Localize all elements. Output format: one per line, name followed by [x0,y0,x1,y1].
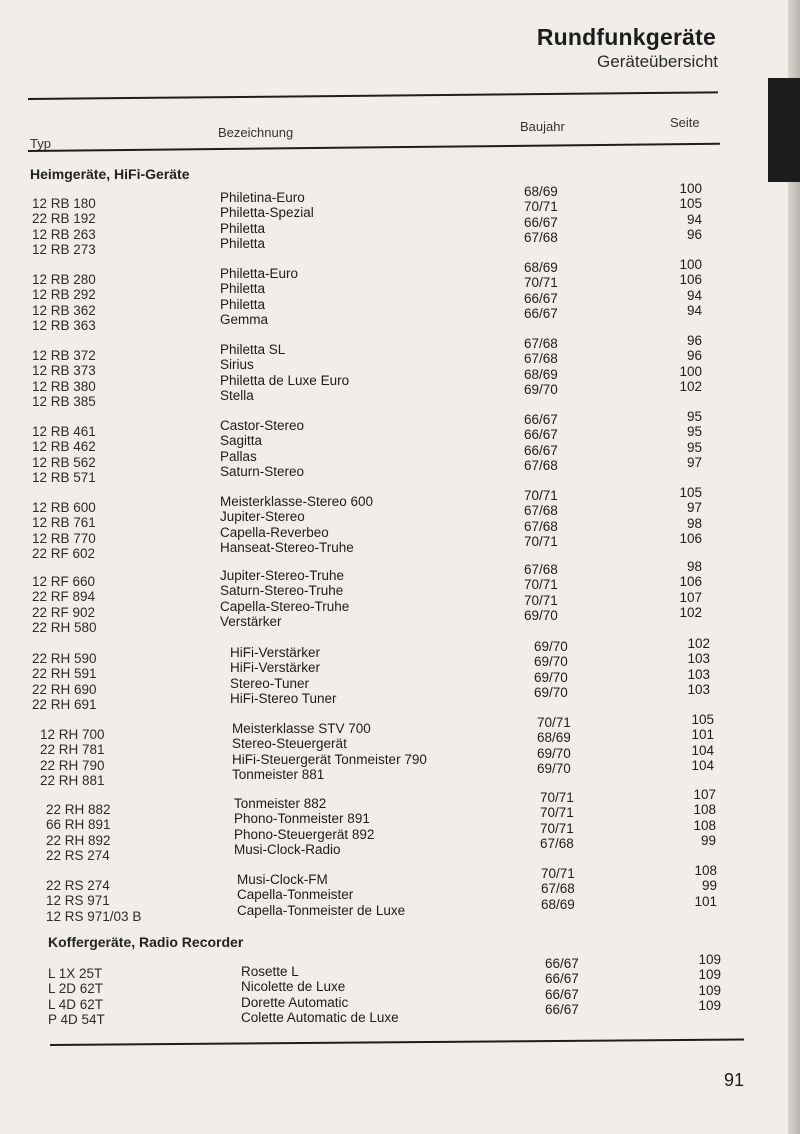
header-rule-top [28,91,718,100]
typ-column [32,272,96,333]
seite-cell: 105 [679,485,702,500]
baujahr-cell: 68/69 [524,184,558,199]
typ-cell: 12 RH 700 [40,727,105,742]
bezeichnung-cell: Jupiter-Stereo-Truhe [220,568,345,583]
bezeichnung-cell: Philetta [220,281,266,297]
bezeichnung-cell: Colette Automatic de Luxe [241,1009,399,1025]
baujahr-cell: 67/68 [524,518,558,534]
seite-cell: 94 [686,211,702,227]
seite-cell: 101 [691,727,714,743]
seite-cell: 105 [691,712,714,727]
bezeichnung-cell: Pallas [220,448,257,464]
baujahr-cell: 70/71 [524,275,558,291]
seite-column [636,559,702,620]
bezeichnung-cell: Hanseat-Stereo-Truhe [220,539,354,555]
bezeichnung-cell: Stella [220,387,254,403]
baujahr-cell: 70/71 [540,790,574,805]
seite-cell: 99 [700,832,716,848]
seite-cell: 94 [686,302,702,318]
bezeichnung-cell: Musi-Clock-FM [237,872,328,887]
baujahr-cell: 69/70 [534,639,568,654]
bezeichnung-cell: Nicolette de Luxe [241,979,346,995]
column-header-baujahr: Baujahr [520,119,565,134]
bezeichnung-cell: Tonmeister 881 [232,766,325,782]
seite-cell: 101 [694,893,717,909]
bezeichnung-cell: HiFi-Stereo Tuner [230,690,337,706]
baujahr-column [524,488,558,549]
seite-cell: 103 [687,651,710,667]
bezeichnung-cell: Tonmeister 882 [234,796,327,811]
typ-cell: 22 RH 790 [40,757,105,773]
baujahr-cell: 66/67 [524,442,558,458]
baujahr-cell: 66/67 [524,290,558,306]
bezeichnung-cell: Philetta [220,296,266,312]
baujahr-cell: 70/71 [524,488,558,503]
typ-cell: 12 RS 971 [46,893,110,909]
seite-cell: 109 [698,982,721,998]
baujahr-cell: 69/70 [537,745,571,761]
typ-column [46,802,111,863]
seite-column [644,636,710,697]
baujahr-cell: 68/69 [524,260,558,275]
seite-cell: 104 [691,742,714,758]
typ-cell: 12 RF 660 [32,574,96,589]
baujahr-cell: 66/67 [524,427,558,443]
typ-cell: 12 RB 461 [32,424,96,439]
seite-cell: 108 [694,863,717,878]
baujahr-column [524,562,558,623]
typ-cell: 12 RB 263 [32,226,96,242]
seite-cell: 108 [693,817,716,833]
bezeichnung-cell: Saturn-Stereo [220,463,305,479]
seite-cell: 106 [679,272,702,288]
seite-cell: 100 [679,181,702,196]
typ-cell: 22 RH 590 [32,651,97,666]
seite-column [655,952,721,1013]
bezeichnung-cell: Philetta-Spezial [220,205,314,221]
typ-cell: 12 RB 362 [32,302,96,318]
seite-cell: 103 [687,666,710,682]
seite-cell: 99 [701,878,717,894]
seite-cell: 98 [686,515,702,531]
seite-cell: 106 [679,574,702,590]
typ-cell: 22 RH 881 [40,772,105,788]
seite-cell: 95 [686,424,702,440]
bezeichnung-cell: HiFi-Steuergerät Tonmeister 790 [232,751,427,767]
bezeichnung-column [220,418,304,479]
bezeichnung-cell: Stereo-Steuergerät [232,736,347,752]
bezeichnung-cell: Jupiter-Stereo [220,509,305,525]
bezeichnung-cell: Capella-Tonmeister de Luxe [237,902,406,918]
bezeichnung-cell: Gemma [220,311,269,327]
bezeichnung-column [220,342,349,403]
typ-cell: 12 RB 280 [32,272,96,287]
bezeichnung-cell: Sagitta [220,433,263,449]
typ-cell: 12 RB 770 [32,530,96,546]
baujahr-cell: 66/67 [545,1001,579,1017]
baujahr-cell: 66/67 [524,305,558,321]
baujahr-cell: 70/71 [540,805,574,821]
seite-cell: 97 [686,454,702,470]
typ-cell: 22 RF 602 [32,545,96,561]
baujahr-cell: 67/68 [524,503,558,519]
seite-column [648,712,714,773]
bezeichnung-cell: Dorette Automatic [241,994,349,1010]
bezeichnung-column [230,645,337,706]
typ-cell: 12 RB 373 [32,363,96,379]
seite-cell: 98 [686,559,702,574]
seite-cell: 95 [686,409,702,424]
typ-cell: 12 RB 292 [32,287,96,303]
bezeichnung-cell: Capella-Tonmeister [237,887,354,903]
bezeichnung-cell: HiFi-Verstärker [230,660,321,676]
bezeichnung-cell: HiFi-Verstärker [230,645,321,660]
bezeichnung-cell: Castor-Stereo [220,418,305,433]
baujahr-cell: 68/69 [537,730,571,746]
typ-cell: 12 RB 380 [32,378,96,394]
baujahr-cell: 67/68 [524,229,558,245]
typ-cell: 22 RB 192 [32,211,96,227]
bezeichnung-cell: Rosette L [241,964,299,979]
page-title: Rundfunkgeräte [536,24,716,50]
seite-column [636,257,702,318]
typ-column [48,966,105,1027]
section-title-koffergeraete: Koffergeräte, Radio Recorder [48,934,244,950]
baujahr-cell: 66/67 [524,412,558,427]
bezeichnung-cell: Philetta-Euro [220,266,299,281]
typ-cell: 22 RH 591 [32,666,97,682]
baujahr-cell: 67/68 [524,336,558,351]
typ-cell: 22 RS 274 [46,847,110,863]
bezeichnung-column [234,796,374,857]
baujahr-cell: 70/71 [541,866,575,881]
baujahr-cell: 66/67 [545,956,579,971]
seite-cell: 107 [693,787,716,802]
footer-rule [50,1039,744,1046]
typ-cell: 22 RF 902 [32,604,96,620]
seite-cell: 97 [686,500,702,516]
typ-column [40,727,105,788]
typ-column [32,348,96,409]
page-subtitle: Geräteübersicht [597,52,718,71]
baujahr-cell: 70/71 [540,820,574,836]
bezeichnung-cell: Philetta [220,220,266,236]
baujahr-column [524,184,558,245]
seite-cell: 100 [679,257,702,272]
seite-cell: 109 [698,952,721,967]
typ-cell: 12 RB 385 [32,393,96,409]
baujahr-cell: 66/67 [545,986,579,1002]
bezeichnung-cell: Capella-Stereo-Truhe [220,598,350,614]
baujahr-cell: 69/70 [524,381,558,397]
seite-column [636,333,702,394]
bezeichnung-cell: Phono-Steuergerät 892 [234,826,375,842]
seite-cell: 104 [691,757,714,773]
baujahr-cell: 69/70 [537,760,571,776]
baujahr-column [524,336,558,397]
baujahr-cell: 69/70 [524,607,558,623]
baujahr-cell: 67/68 [524,457,558,473]
seite-column [636,181,702,242]
seite-cell: 96 [686,348,702,364]
baujahr-cell: 67/68 [524,351,558,367]
bezeichnung-cell: Philetta de Luxe Euro [220,372,350,388]
seite-cell: 109 [698,967,721,983]
baujahr-cell: 67/68 [540,835,574,851]
seite-cell: 100 [679,363,702,379]
typ-cell: 22 RH 691 [32,696,97,712]
seite-cell: 102 [679,604,702,620]
seite-cell: 102 [687,636,710,651]
baujahr-cell: 67/68 [541,881,575,897]
bezeichnung-cell: Philetta SL [220,342,286,357]
seite-cell: 109 [698,997,721,1013]
baujahr-cell: 70/71 [524,533,558,549]
seite-cell: 102 [679,378,702,394]
typ-cell: P 4D 54T [48,1011,105,1027]
baujahr-cell: 68/69 [524,366,558,382]
baujahr-cell: 68/69 [541,896,575,912]
section-title-heimgeraete: Heimgeräte, HiFi-Geräte [30,166,190,182]
bezeichnung-column [220,494,373,555]
thumb-index-tab [768,78,800,182]
baujahr-cell: 70/71 [537,715,571,730]
typ-cell: 22 RH 882 [46,802,111,817]
typ-cell: 12 RB 571 [32,469,96,485]
baujahr-column [537,715,571,776]
baujahr-column [524,260,558,321]
seite-cell: 96 [686,226,702,242]
typ-cell: 22 RH 580 [32,619,97,635]
baujahr-cell: 70/71 [524,199,558,215]
column-header-bezeichnung: Bezeichnung [218,125,294,140]
baujahr-cell: 66/67 [524,214,558,230]
bezeichnung-cell: Sirius [220,357,254,373]
column-header-typ: Typ [30,136,51,151]
baujahr-cell: 69/70 [534,654,568,670]
typ-column [46,878,141,924]
seite-cell: 108 [693,802,716,818]
seite-cell: 96 [686,333,702,348]
baujahr-cell: 69/70 [534,684,568,700]
typ-cell: 12 RB 372 [32,348,96,363]
bezeichnung-cell: Capella-Reverbeo [220,524,329,540]
typ-column [32,500,96,561]
baujahr-cell: 69/70 [534,669,568,685]
bezeichnung-cell: Phono-Tonmeister 891 [234,811,370,827]
seite-column [650,787,716,848]
typ-cell: 12 RS 971/03 B [46,908,142,924]
bezeichnung-cell: Philetta [220,235,266,251]
seite-cell: 105 [679,196,702,212]
typ-cell: L 4D 62T [48,996,104,1012]
bezeichnung-cell: Saturn-Stereo-Truhe [220,583,344,599]
typ-cell: 66 RH 891 [46,817,111,833]
baujahr-cell: 70/71 [524,577,558,593]
seite-column [636,409,702,470]
typ-cell: 22 RF 894 [32,589,96,605]
bezeichnung-column [220,568,349,629]
seite-cell: 94 [686,287,702,303]
typ-cell: 12 RB 562 [32,454,96,470]
typ-cell: 12 RB 462 [32,439,96,455]
bezeichnung-cell: Musi-Clock-Radio [234,841,341,857]
seite-column [651,863,717,909]
bezeichnung-column [232,721,427,782]
bezeichnung-cell: Stereo-Tuner [230,675,310,691]
baujahr-cell: 67/68 [524,562,558,577]
baujahr-cell: 66/67 [545,971,579,987]
page-number: 91 [723,1070,744,1090]
typ-cell: 12 RB 600 [32,500,96,515]
baujahr-cell: 70/71 [524,592,558,608]
typ-cell: L 2D 62T [48,981,104,997]
seite-cell: 107 [679,589,702,605]
typ-column [32,196,96,257]
typ-column [32,574,97,635]
bezeichnung-cell: Verstärker [220,613,282,629]
bezeichnung-cell: Philetina-Euro [220,190,305,205]
header-rule-bottom [28,143,720,152]
typ-cell: 22 RS 274 [46,878,110,893]
typ-cell: 12 RB 180 [32,196,96,211]
seite-cell: 106 [679,530,702,546]
seite-cell: 103 [687,681,710,697]
typ-cell: 12 RB 273 [32,241,96,257]
baujahr-column [540,790,574,851]
bezeichnung-column [220,190,314,251]
typ-cell: 22 RH 781 [40,742,105,758]
seite-cell: 95 [686,439,702,455]
typ-cell: L 1X 25T [48,966,103,981]
bezeichnung-cell: Meisterklasse STV 700 [232,721,371,736]
column-header-seite: Seite [670,115,700,130]
typ-cell: 22 RH 892 [46,832,111,848]
bezeichnung-column [220,266,298,327]
baujahr-column [534,639,568,700]
bezeichnung-column [237,872,405,918]
typ-column [32,651,97,712]
typ-cell: 22 RH 690 [32,681,97,697]
bezeichnung-cell: Meisterklasse-Stereo 600 [220,494,374,509]
baujahr-column [524,412,558,473]
seite-column [636,485,702,546]
typ-cell: 12 RB 761 [32,515,96,531]
baujahr-column [541,866,575,912]
typ-cell: 12 RB 363 [32,317,96,333]
typ-column [32,424,96,485]
bezeichnung-column [241,964,399,1025]
baujahr-column [545,956,579,1017]
